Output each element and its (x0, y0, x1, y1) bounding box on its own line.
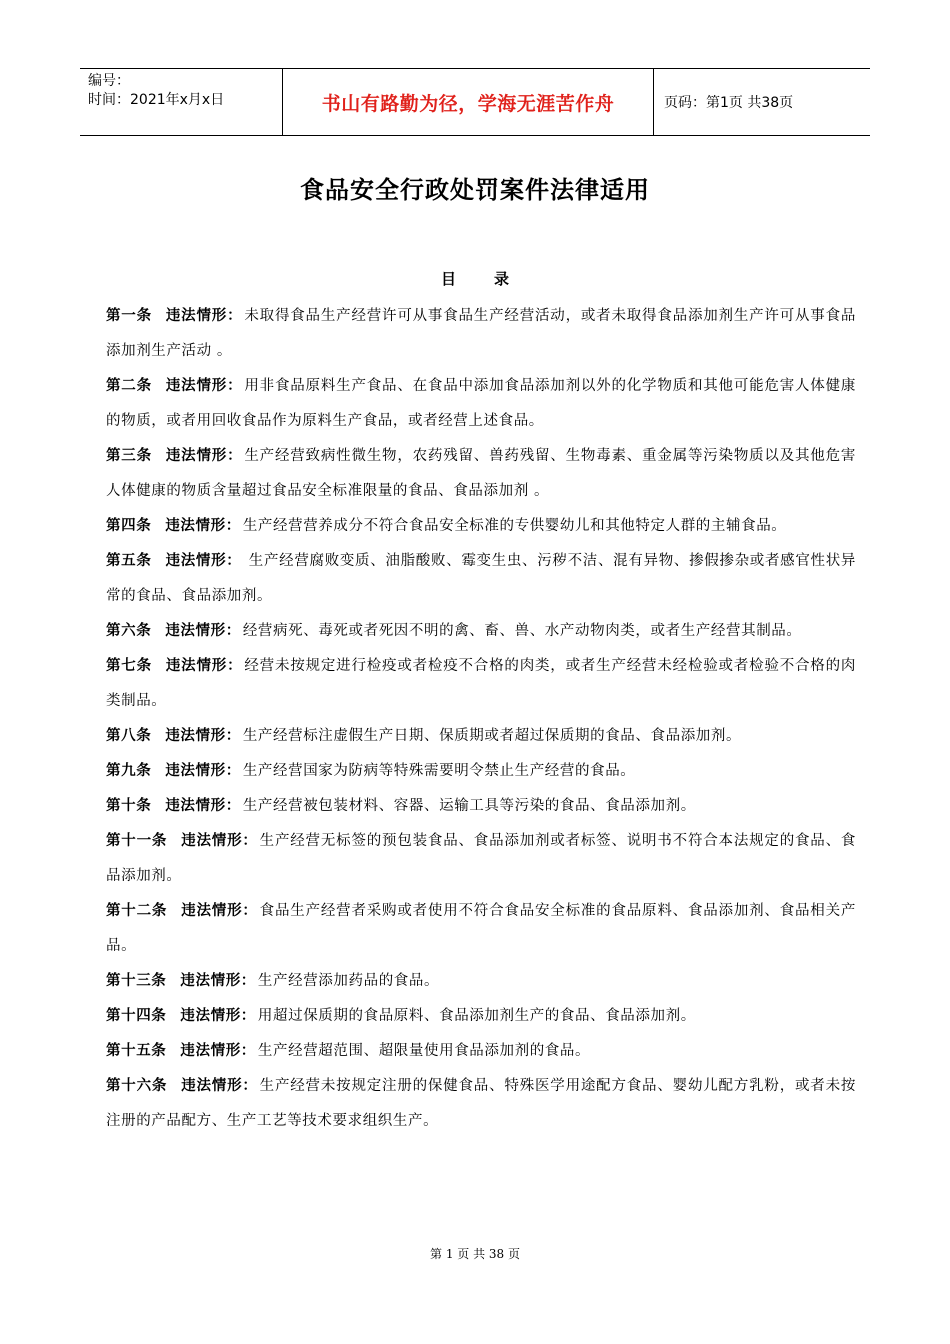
violation-text: 生产经营超范围、超限量使用食品添加剂的食品。 (257, 1043, 591, 1059)
violation-keyword: 违法情形： (181, 833, 258, 849)
toc-entry (106, 614, 856, 649)
violation-keyword: 违法情形： (181, 903, 258, 919)
header-motto: 书山有路勤为径，学海无涯苦作舟 (282, 69, 654, 135)
violation-text: 生产经营国家为防病等特殊需要明令禁止生产经营的食品。 (242, 763, 636, 779)
violation-text: 生产经营添加药品的食品。 (257, 973, 440, 989)
toc-list (106, 299, 856, 1139)
page-footer: 第 1 页 共 38 页 (430, 1247, 520, 1261)
violation-text: 生产经营未按规定注册的保健食品、特殊医学用途配方食品、婴幼儿配方乳粉，或者未按注册的产品配方、生产工艺等技术要求组织生产。 (106, 1078, 856, 1129)
violation-text: 生产经营营养成分不符合食品安全标准的专供婴幼儿和其他特定人群的主辅食品。 (242, 518, 787, 534)
time-label: 时间：2021年x月x日 (88, 92, 225, 108)
toc-entry (106, 509, 856, 544)
toc-entry (106, 824, 856, 894)
article-label: 第四条 (106, 518, 152, 534)
page-header (80, 68, 870, 136)
violation-keyword: 违法情形： (180, 1008, 256, 1024)
article-label: 第六条 (106, 623, 152, 639)
toc-entry (106, 299, 856, 369)
violation-text: 经营未按规定进行检疫或者检疫不合格的肉类，或者生产经营未经检验或者检验不合格的肉类制品。 (106, 658, 856, 709)
article-label: 第九条 (106, 763, 152, 779)
violation-keyword: 违法情形： (180, 973, 256, 989)
toc-entry (106, 439, 856, 509)
header-meta (80, 69, 282, 135)
toc-entry (106, 719, 856, 754)
header-page-info: 页码：第1页 共38页 (664, 95, 794, 111)
article-label: 第十条 (106, 798, 152, 814)
article-label: 第二条 (106, 378, 152, 394)
violation-text: 经营病死、毒死或者死因不明的禽、畜、兽、水产动物肉类，或者生产经营其制品。 (242, 623, 802, 639)
violation-keyword: 违法情形： (165, 623, 241, 639)
violation-keyword: 违法情形： (165, 798, 241, 814)
number-label: 编号： (88, 73, 130, 89)
article-label: 第十五条 (106, 1043, 167, 1059)
toc-entry (106, 894, 856, 964)
article-label: 第十二条 (106, 903, 168, 919)
violation-text: 未取得食品生产经营许可从事食品生产经营活动，或者未取得食品添加剂生产许可从事食品添加剂生产活动 。 (106, 308, 856, 359)
violation-keyword: 违法情形： (165, 308, 243, 324)
article-label: 第十一条 (106, 833, 168, 849)
toc-entry (106, 754, 856, 789)
article-label: 第八条 (106, 728, 152, 744)
violation-keyword: 违法情形： (165, 378, 243, 394)
violation-text: 生产经营被包装材料、容器、运输工具等污染的食品、食品添加剂。 (242, 798, 696, 814)
document-title: 食品安全行政处罚案件法律适用 (300, 175, 650, 204)
toc-entry (106, 369, 856, 439)
violation-text: 用超过保质期的食品原料、食品添加剂生产的食品、食品添加剂。 (257, 1008, 696, 1024)
violation-text: 生产经营标注虚假生产日期、保质期或者超过保质期的食品、食品添加剂。 (242, 728, 742, 744)
violation-text: 食品生产经营者采购或者使用不符合食品安全标准的食品原料、食品添加剂、食品相关产品。 (106, 903, 856, 954)
violation-text: 生产经营腐败变质、油脂酸败、霉变生虫、污秽不洁、混有异物、掺假掺杂或者感官性状异常的食品、食品添加剂。 (106, 553, 856, 604)
violation-text: 生产经营致病性微生物，农药残留、兽药残留、生物毒素、重金属等污染物质以及其他危害人体健康的物质含量超过食品安全标准限量的食品、食品添加剂 。 (106, 448, 856, 499)
article-label: 第七条 (106, 658, 152, 674)
article-label: 第十三条 (106, 973, 167, 989)
violation-keyword: 违法情形： (165, 728, 241, 744)
article-label: 第十六条 (106, 1078, 168, 1094)
violation-keyword: 违法情形： (165, 518, 241, 534)
violation-keyword: 违法情形： (165, 658, 243, 674)
violation-keyword: 违法情形： (165, 763, 241, 779)
violation-keyword: 违法情形： (181, 1078, 258, 1094)
toc-entry (106, 649, 856, 719)
toc-entry (106, 1034, 856, 1069)
article-label: 第五条 (106, 553, 152, 569)
toc-heading: 目录 (440, 270, 547, 288)
article-label: 第三条 (106, 448, 152, 464)
violation-keyword: 违法情形： (165, 553, 242, 569)
article-label: 第十四条 (106, 1008, 167, 1024)
toc-entry (106, 544, 856, 614)
toc-entry (106, 999, 856, 1034)
article-label: 第一条 (106, 308, 152, 324)
violation-keyword: 违法情形： (180, 1043, 256, 1059)
violation-keyword: 违法情形： (165, 448, 243, 464)
violation-text: 生产经营无标签的预包装食品、食品添加剂或者标签、说明书不符合本法规定的食品、食品添加剂。 (106, 833, 856, 884)
toc-entry (106, 1069, 856, 1139)
toc-entry (106, 964, 856, 999)
toc-entry (106, 789, 856, 824)
violation-text: 用非食品原料生产食品、在食品中添加食品添加剂以外的化学物质和其他可能危害人体健康的物质，或者用回收食品作为原料生产食品，或者经营上述食品。 (106, 378, 856, 429)
